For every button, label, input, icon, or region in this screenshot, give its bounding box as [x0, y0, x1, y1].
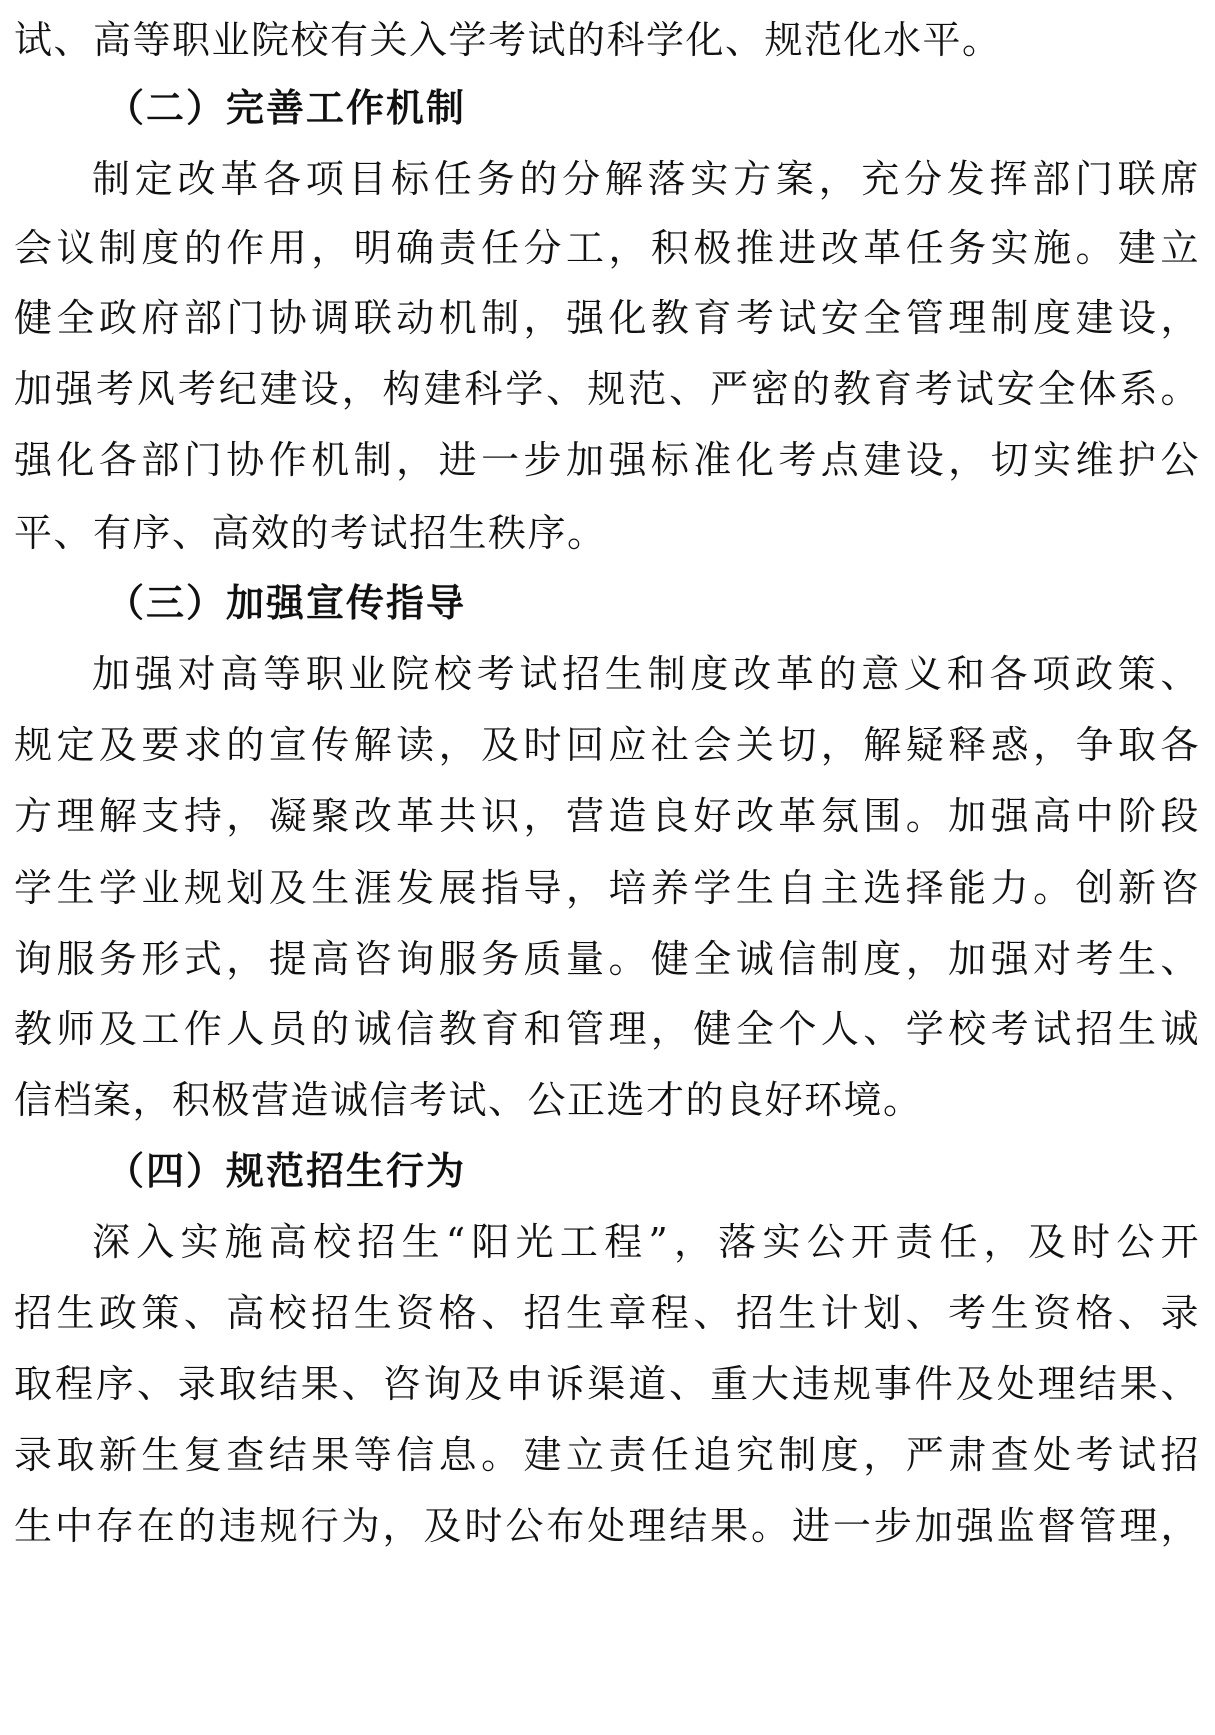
paragraph-line: 信档案，积极营造诚信考试、公正选才的良好环境。 — [14, 1078, 923, 1122]
paragraph-line: 深入实施高校招生“阳光工程”，落实公开责任，及时公开 — [92, 1220, 1200, 1264]
paragraph-line: 加强对高等职业院校考试招生制度改革的意义和各项政策、 — [92, 652, 1200, 696]
paragraph-line: 健全政府部门协调联动机制，强化教育考试安全管理制度建设， — [14, 296, 1200, 340]
paragraph-line: 规定及要求的宣传解读，及时回应社会关切，解疑释惑，争取各 — [14, 723, 1200, 767]
paragraph-line: 强化各部门协作机制，进一步加强标准化考点建设，切实维护公 — [14, 438, 1200, 482]
paragraph-line: 教师及工作人员的诚信教育和管理，健全个人、学校考试招生诚 — [14, 1007, 1200, 1051]
paragraph-line: 生中存在的违规行为，及时公布处理结果。进一步加强监督管理， — [14, 1504, 1200, 1548]
paragraph-line: 录取新生复查结果等信息。建立责任追究制度，严肃查处考试招 — [14, 1433, 1200, 1477]
paragraph-line: 学生学业规划及生涯发展指导，培养学生自主选择能力。创新咨 — [14, 866, 1200, 910]
section-heading-2: （二）完善工作机制 — [106, 86, 467, 130]
paragraph-line: 会议制度的作用，明确责任分工，积极推进改革任务实施。建立 — [14, 226, 1200, 270]
paragraph-line: 询服务形式，提高咨询服务质量。健全诚信制度，加强对考生、 — [14, 937, 1200, 981]
text-line: 试、高等职业院校有关入学考试的科学化、规范化水平。 — [14, 18, 1002, 62]
section-heading-3: （三）加强宣传指导 — [106, 581, 467, 625]
paragraph-line: 加强考风考纪建设，构建科学、规范、严密的教育考试安全体系。 — [14, 367, 1200, 411]
paragraph-line: 招生政策、高校招生资格、招生章程、招生计划、考生资格、录 — [14, 1291, 1200, 1335]
paragraph-line: 制定改革各项目标任务的分解落实方案，充分发挥部门联席 — [92, 157, 1200, 201]
paragraph-line: 平、有序、高效的考试招生秩序。 — [14, 511, 607, 555]
section-heading-4: （四）规范招生行为 — [106, 1149, 467, 1193]
paragraph-line: 方理解支持，凝聚改革共识，营造良好改革氛围。加强高中阶段 — [14, 794, 1200, 838]
paragraph-line: 取程序、录取结果、咨询及申诉渠道、重大违规事件及处理结果、 — [14, 1362, 1200, 1406]
